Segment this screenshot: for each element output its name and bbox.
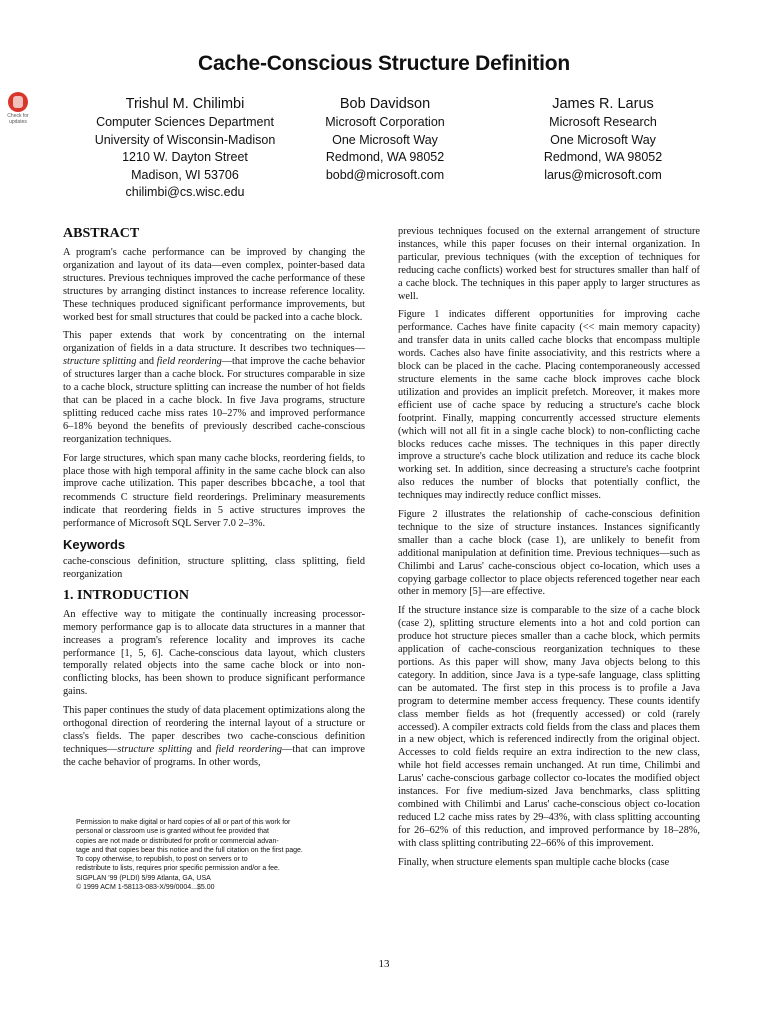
author-email[interactable]: chilimbi@cs.wisc.edu <box>125 185 245 199</box>
introduction-heading: 1. INTRODUCTION <box>63 587 190 603</box>
check-for-updates-badge[interactable] <box>2 92 34 125</box>
author-address: Madison, WI 53706 <box>131 167 239 182</box>
author-affiliation: University of Wisconsin-Madison <box>94 132 276 147</box>
author-affiliation: Computer Sciences Department <box>96 115 274 129</box>
introduction-paragraph: An effective way to mitigate the continually increasing processor-memory performance gap is to allocate data structures in a manner that increases a program's reference locality and improves its cache performance [1, 5, 6]. Cache-conscious data layout, which clusters temporally related objects into the same cache block or into non-conflicting blocks, has been shown to produce significant performance gains. <box>63 608 365 698</box>
body-paragraph: Figure 2 illustrates the relationship of cache-conscious definition technique to the size of structure instances. Instances significantly smaller than a cache block (case 1), are unlikely to benefit from additional manipulation at definition time. Previous techniques—such as Chilimbi and Larus' cache-conscious object co-location, which uses a copying garbage collector to place objects referenced together near each other in memory [5]—are effective. <box>398 509 700 598</box>
author-email[interactable]: larus@microsoft.com <box>544 167 662 182</box>
abstract-heading: ABSTRACT <box>63 226 140 241</box>
introduction-paragraph: This paper continues the study of data placement optimizations along the orthogonal direction of reordering the internal layout of a structure or class's fields. The paper describes two cache-conscious definition techniques—structure splitting and field reordering—that can improve the cache behavior of programs. In other words, <box>63 705 365 768</box>
author-address: Redmond, WA 98052 <box>543 150 663 164</box>
paper-title: Cache-Conscious Structure Definition <box>197 52 570 75</box>
author-block-2 <box>290 95 480 184</box>
author-name: James R. Larus <box>552 96 654 112</box>
keywords-heading: Keywords <box>63 537 126 553</box>
keywords-text: cache-conscious definition, structure splitting, class splitting, field reorganization <box>63 556 365 580</box>
author-address: Redmond, WA 98052 <box>325 150 445 164</box>
author-affiliation: Microsoft Corporation <box>325 115 445 129</box>
body-paragraph: If the structure instance size is comparable to the size of a cache block (case 2), splitting structure elements into a hot and cold portion can produce hot structure pieces smaller than a cache block, which permits application of cache-conscious reorganization techniques to these portions. As this paper will show, many Java objects belong to this category. In addition, since Java is a type-safe language, class splitting can be automated. The first step in this process is to profile a Java program to determine member access frequency. These counts identify class member fields as hot (frequently accessed) or cold (rarely accessed). A compiler extracts cold fields from the class and places them in a new object, which is referenced indirectly from the original object. Accesses to cold fields require an extra indirection to the new class, while hot field accesses remain unchanged. At run time, Chilimbi and Larus' cache-conscious garbage collector co-locates the modified object instances. For five medium-sized Java benchmarks, class splitting combined with Chilimbi and Larus' cache-conscious object co-location reduced L2 cache miss rates by 29–43%, with class splitting accounting for 26–62% of this reduction, and improved performance by 18–28%, with class splitting contributing 22–66% of this improvement. <box>398 605 700 849</box>
author-address: One Microsoft Way <box>332 132 438 147</box>
left-column <box>63 226 365 776</box>
abstract-paragraph: A program's cache performance can be improved by changing the organization and layout of its data—even complex, pointer-based data structures. Previous techniques improved the cache performance of these structures by arranging distinct instances to increase reference locality. These techniques produced significant performance improvements, but worked best for small structures that could be packed into a cache block. <box>63 247 365 323</box>
check-for-updates-icon <box>8 92 28 112</box>
author-name: Bob Davidson <box>339 96 431 112</box>
author-name: Trishul M. Chilimbi <box>125 96 245 112</box>
author-address: One Microsoft Way <box>550 132 656 147</box>
abstract-paragraph: This paper extends that work by concentrating on the internal organization of fields in a data structure. It describes two techniques—structure splitting and field reordering—that improve the cache behavior of structures larger than a cache block. For structures comparable in size to a cache block, structure splitting can increase the number of hot fields that can be placed in a cache block. In five Java programs, structure splitting reduced cache miss rates 10–27% and improved performance 6–18% beyond the benefits of previously described cache-conscious reorganization techniques. <box>63 330 365 445</box>
page-number: 13 <box>378 958 390 970</box>
body-paragraph: Finally, when structure elements span multiple cache blocks (case <box>398 856 670 868</box>
author-block-1 <box>70 95 300 202</box>
badge-label: Check for updates <box>7 113 29 125</box>
permission-notice: Permission to make digital or hard copies of all or part of this work for personal or classroom use is granted without fee provided that copies are not made or distributed for profit or commercial advan- tage and that copies bear this notice and the full citation on the first page. To copy otherwise, to republish, to post on servers or to redistribute to lists, requires prior specific permission and/or a fee. SIGPLAN '99 (PLDI) 5/99 Atlanta, GA, USA © 1999 ACM 1-58113-083-X/99/0004...$5.00 <box>76 819 303 892</box>
body-paragraph: previous techniques focused on the external arrangement of structure instances, while this paper focuses on their internal organization. In particular, previous techniques (with the exception of techniques for reducing cache conflicts) worked best for structures smaller than half of a cache block. The techniques in this paper apply to larger structures as well. <box>398 226 700 302</box>
author-email[interactable]: bobd@microsoft.com <box>325 167 445 182</box>
abstract-paragraph: For large structures, which span many cache blocks, reordering fields, to place those with high temporal affinity in the same cache block can also improve cache utilization. This paper describes bbcache, a tool that recommends C structure field reorderings. Preliminary measurements indicate that reordering fields in 5 active structures improves the performance of Microsoft SQL Server 7.0 2–3%. <box>63 452 366 530</box>
body-paragraph: Figure 1 indicates different opportunities for improving cache performance. Caches have finite capacity (<< main memory capacity) and transfer data in units called cache blocks that encompass multiple words. Caches also have finite associativity, and this restricts where a block can be placed in the cache. Placing contemporaneously accessed structure elements in the same cache block improves cache block utilization and provides an implicit prefetch. Moreover, it makes more efficient use of cache space by reducing a structure's cache block footprint. Finally, mapping concurrently accessed structure elements (which will not all fit in a single cache block) to non-conflicting cache blocks reduces cache misses. The techniques in this paper directly improve a structure's cache block utilization and reduce its cache block working set. In addition, since decreasing a structure's cache footprint also reduces the number of blocks that potentially conflict, the techniques may indirectly reduce conflict misses. <box>398 309 700 502</box>
right-column <box>398 226 700 876</box>
author-affiliation: Microsoft Research <box>549 115 657 129</box>
author-address: 1210 W. Dayton Street <box>122 150 248 164</box>
author-block-3 <box>508 95 698 184</box>
